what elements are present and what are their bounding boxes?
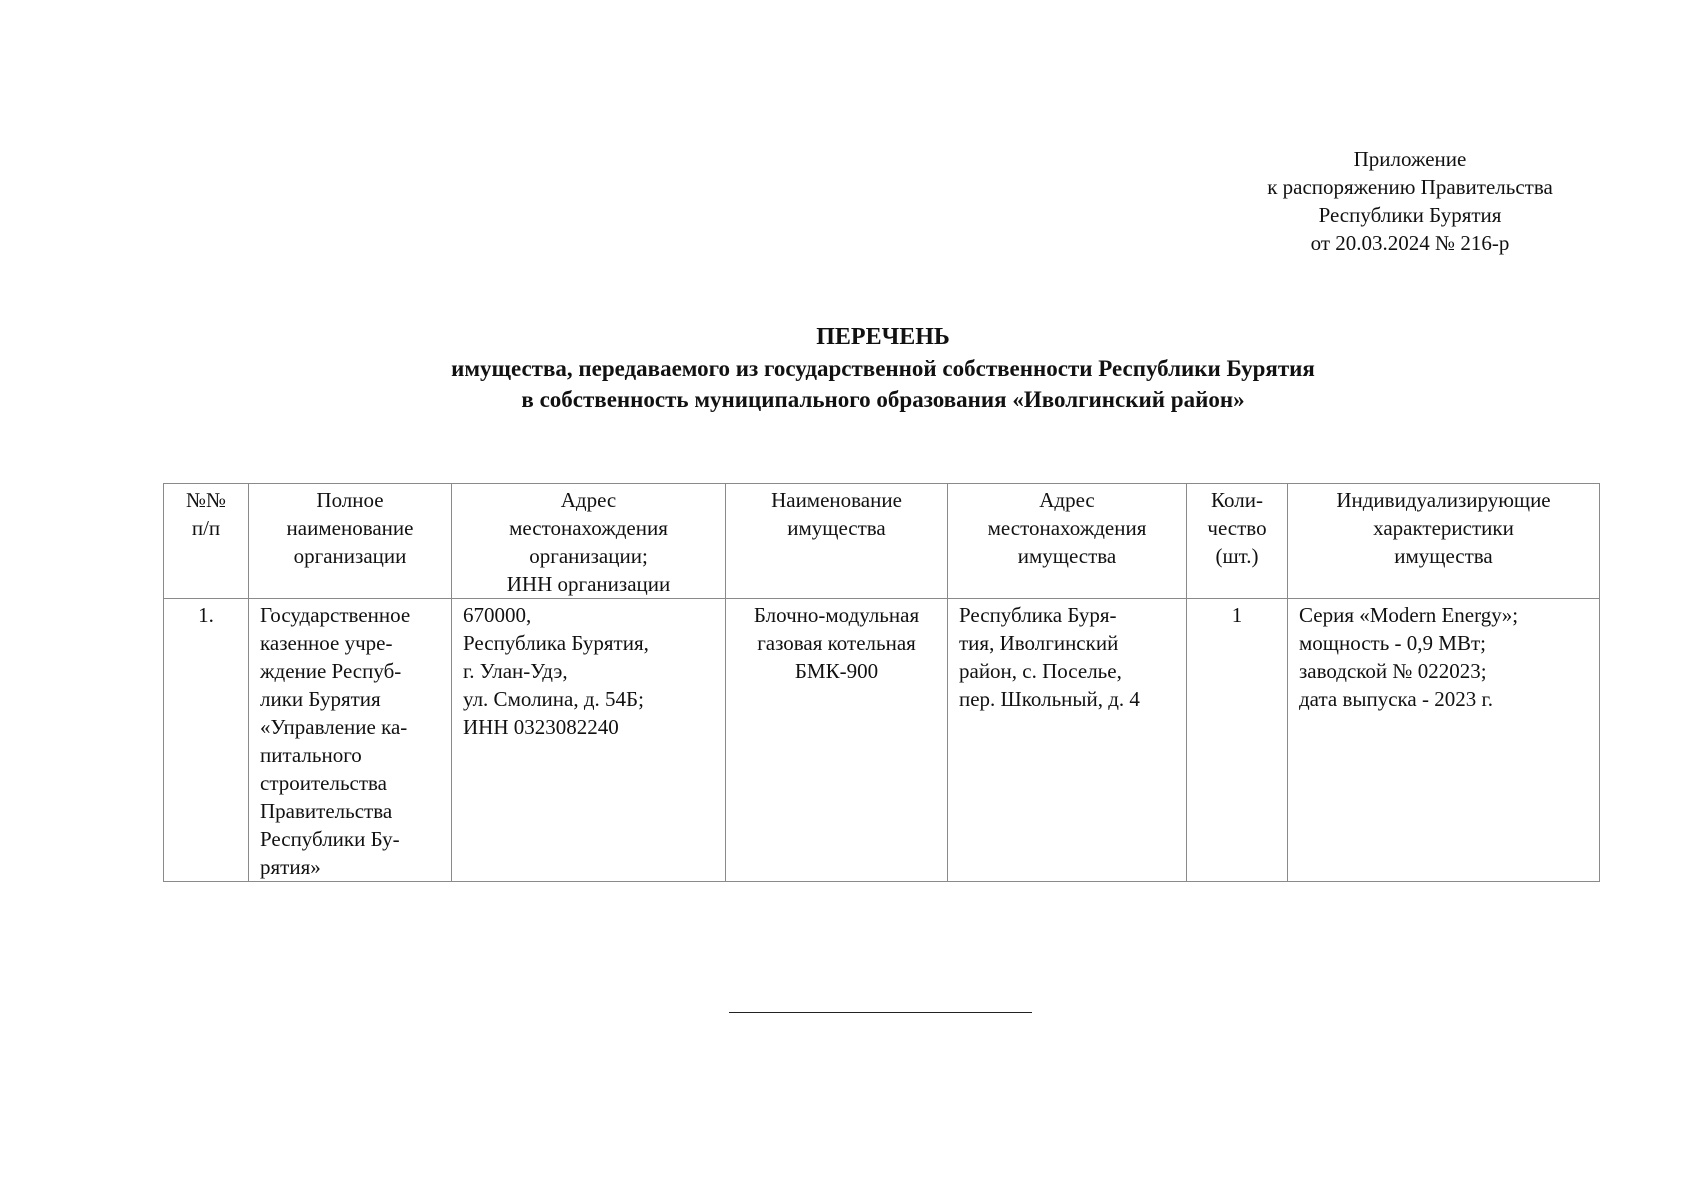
header-org-name: Полное наименование организации [249,484,452,599]
cell-quantity: 1 [1187,599,1288,882]
appendix-title: Приложение [1353,147,1467,171]
property-table [163,483,1600,882]
cell-property-name: Блочно-модульная газовая котельная БМК-900 [726,599,948,882]
closing-divider-line [729,1012,1032,1013]
table-row [164,599,1600,882]
header-characteristics: Индивидуализирующие характеристики имущества [1288,484,1600,599]
appendix-header [1240,145,1580,257]
title-main: ПЕРЕЧЕНЬ [816,324,950,350]
appendix-date-number: от 20.03.2024 № 216-р [1310,231,1510,255]
cell-number: 1. [164,599,249,882]
header-property-address: Адрес местонахождения имущества [948,484,1187,599]
table-header-row [164,484,1600,599]
title-line-2: в собственность муниципального образования «Иволгинский район» [521,387,1245,412]
document-title [163,322,1603,415]
cell-property-address: Республика Буря- тия, Иволгинский район, с. Поселье, пер. Школьный, д. 4 [948,599,1187,882]
title-line-1: имущества, передаваемого из государственной собственности Республики Бурятия [451,356,1315,381]
cell-org-name: Государственное казенное учре- ждение Респуб- лики Бурятия «Управление ка- питального строительства Правительства Республики Бу- рятия» [249,599,452,882]
cell-org-address: 670000, Республика Бурятия, г. Улан-Удэ, ул. Смолина, д. 54Б; ИНН 0323082240 [452,599,726,882]
header-quantity: Коли- чество (шт.) [1187,484,1288,599]
appendix-region: Республики Бурятия [1318,203,1502,227]
header-number: №№ п/п [164,484,249,599]
cell-characteristics: Серия «Modern Energy»; мощность - 0,9 МВт; заводской № 022023; дата выпуска - 2023 г. [1288,599,1600,882]
header-property-name: Наименование имущества [726,484,948,599]
header-org-address: Адрес местонахождения организации; ИНН организации [452,484,726,599]
appendix-order-ref: к распоряжению Правительства [1267,175,1553,199]
